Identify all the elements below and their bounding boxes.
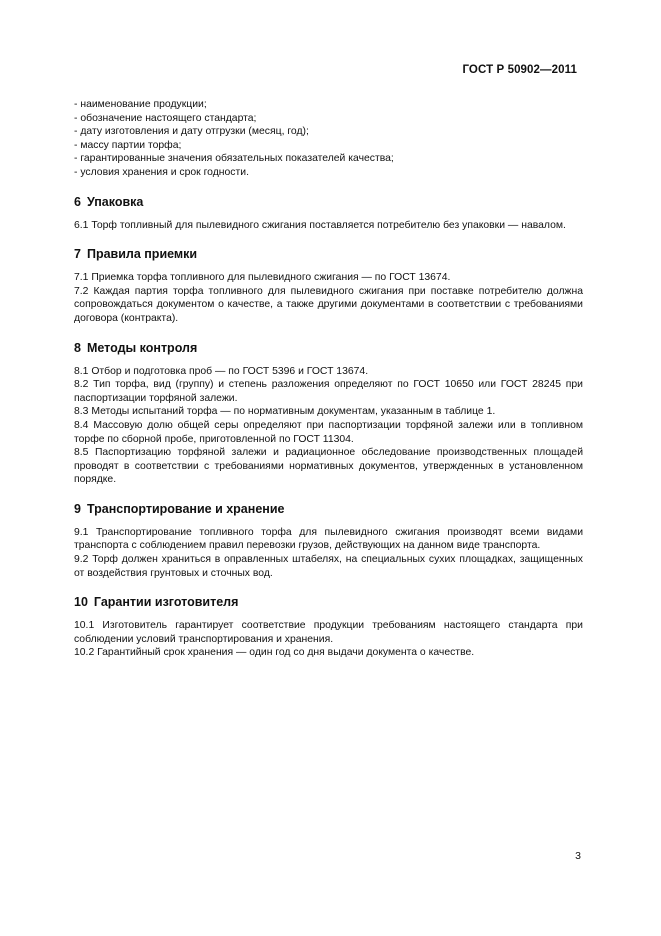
section-heading — [74, 246, 583, 262]
document-number-header: ГОСТ Р 50902—2011 — [462, 64, 577, 76]
paragraph: 8.1 Отбор и подготовка проб — по ГОСТ 5396 и ГОСТ 13674. — [74, 365, 369, 377]
page-content — [74, 98, 583, 660]
section-heading — [74, 340, 583, 356]
section-title: Упаковка — [86, 194, 144, 209]
section-number: 8 — [74, 340, 81, 355]
paragraph: 6.1 Торф топливный для пылевидного сжигания поставляется потребителю без упаковки — навалом. — [74, 219, 566, 231]
paragraph: 9.2 Торф должен храниться в оправленных штабелях, на специальных сухих площадках, защищенных от воздействия грунтовых и сточных вод. — [74, 554, 583, 579]
section-heading — [74, 594, 583, 610]
section-heading — [74, 194, 583, 210]
section-heading — [74, 501, 583, 517]
list-item: - гарантированные значения обязательных показателей качества; — [74, 153, 394, 165]
section-6 — [74, 194, 583, 233]
section-8 — [74, 340, 583, 487]
section-title: Методы контроля — [86, 340, 198, 355]
section-title: Транспортирование и хранение — [86, 501, 285, 516]
section-number: 9 — [74, 501, 81, 516]
section-10 — [74, 594, 583, 660]
paragraph: 10.1 Изготовитель гарантирует соответствие продукции требованиям настоящего стандарта при соблюдении условий транспортирования и хранения. — [74, 620, 583, 645]
list-item: - обозначение настоящего стандарта; — [74, 112, 257, 124]
section-9 — [74, 501, 583, 580]
list-item: - условия хранения и срок годности. — [74, 166, 249, 178]
intro-list — [74, 98, 583, 180]
paragraph: 7.2 Каждая партия торфа топливного для пылевидного сжигания при поставке потребителю должна сопровождаться документом о качестве, а также другими документами в соответствии с требованиями договора (контракта). — [74, 285, 583, 324]
paragraph: 8.3 Методы испытаний торфа — по нормативным документам, указанным в таблице 1. — [74, 406, 496, 418]
paragraph: 7.1 Приемка торфа топливного для пылевидного сжигания — по ГОСТ 13674. — [74, 272, 451, 284]
section-number: 7 — [74, 247, 81, 262]
paragraph: 8.5 Паспортизацию торфяной залежи и радиационное обследование производственных площадей проводят в соответствии с требованиями нормативных документов, утвержденных в установленном порядке. — [74, 447, 583, 486]
section-number: 6 — [74, 194, 81, 209]
paragraph: 9.1 Транспортирование топливного торфа для пылевидного сжигания производят всеми видами транспорта с соблюдением правил перевозки грузов, действующих на данном виде транспорта. — [74, 526, 583, 552]
paragraph: 8.2 Тип торфа, вид (группу) и степень разложения определяют по ГОСТ 10650 или ГОСТ 28245 при паспортизации торфяной залежи. — [74, 379, 583, 404]
page-number: 3 — [575, 850, 581, 862]
section-title: Правила приемки — [86, 247, 198, 262]
section-title: Гарантии изготовителя — [93, 595, 239, 610]
section-number: 10 — [74, 595, 88, 610]
section-7 — [74, 246, 583, 325]
list-item: - дату изготовления и дату отгрузки (месяц, год); — [74, 126, 309, 138]
paragraph: 8.4 Массовую долю общей серы определяют при паспортизации торфяной залежи или в топливном торфе по сборной пробе, приготовленной по ГОСТ 11304. — [74, 419, 583, 445]
paragraph: 10.2 Гарантийный срок хранения — один год со дня выдачи документа о качестве. — [74, 647, 475, 659]
list-item: - наименование продукции; — [74, 99, 207, 110]
list-item: - массу партии торфа; — [74, 139, 182, 151]
